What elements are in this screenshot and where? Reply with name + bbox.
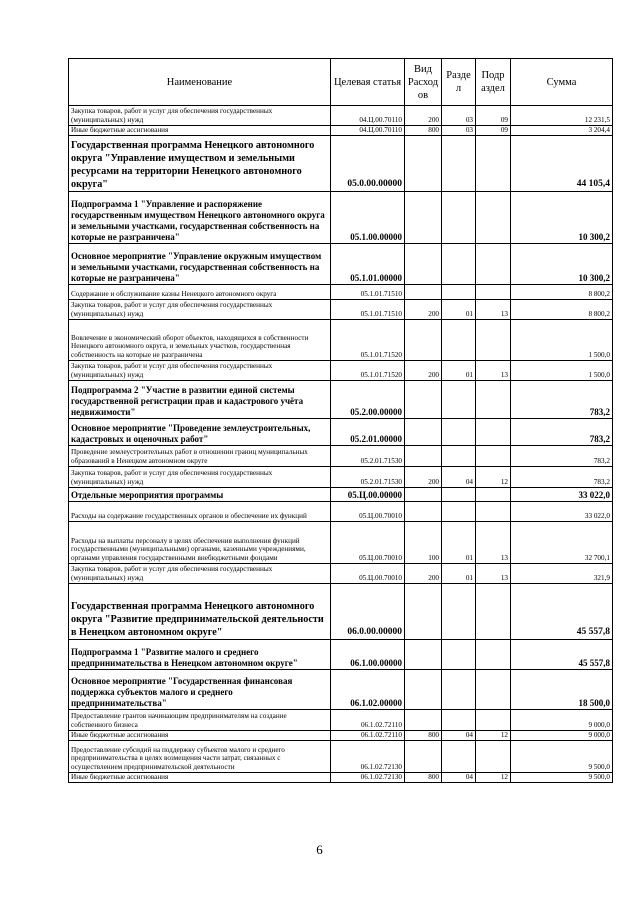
row-section: 01: [442, 564, 476, 584]
row-subsection: 13: [476, 522, 511, 564]
row-section: 04: [442, 467, 476, 488]
row-name: Вовлечение в экономический оборот объектов, находящихся в собственности Ненецкого автономного округа, и земельных участков, государственная собственность на которые не разграничена: [69, 320, 331, 361]
row-name: Предоставление субсидий на поддержку субъектов малого и среднего предпринимательства в целях возмещения части затрат, связанных с осуществлением предпринимательской деятельности: [69, 741, 331, 773]
row-type: [405, 640, 442, 670]
row-name: Предоставление грантов начинающим предпринимателям на создание собственного бизнеса: [69, 710, 331, 731]
row-subsection: [476, 244, 511, 285]
row-subsection: [476, 710, 511, 731]
row-name: Государственная программа Ненецкого автономного округа "Управление имуществом и земельными ресурсами на территории Ненецкого автономного округа": [69, 136, 331, 192]
row-sum: 8 800,2: [511, 285, 613, 300]
row-subsection: [476, 419, 511, 446]
row-section: 01: [442, 522, 476, 564]
row-code: 06.1.02.72130: [331, 741, 405, 773]
row-sum: 1 500,0: [511, 320, 613, 361]
row-sum: 8 800,2: [511, 300, 613, 320]
row-code: 05.2.00.00000: [331, 381, 405, 419]
row-type: 200: [405, 361, 442, 381]
budget-table: [68, 58, 613, 783]
table-row: [69, 446, 613, 467]
row-section: [442, 446, 476, 467]
row-section: [442, 381, 476, 419]
header-name: Наименование: [69, 59, 331, 106]
table-row: [69, 467, 613, 488]
row-type: [405, 446, 442, 467]
row-subsection: [476, 136, 511, 192]
row-type: 200: [405, 564, 442, 584]
row-sum: 3 204,4: [511, 126, 613, 136]
header-target: Целевая статья: [331, 59, 405, 106]
row-section: [442, 502, 476, 522]
row-code: 05.Ц.00.70010: [331, 502, 405, 522]
table-row: [69, 731, 613, 741]
row-code: 05.2.01.71530: [331, 446, 405, 467]
row-section: [442, 285, 476, 300]
row-subsection: 12: [476, 731, 511, 741]
row-type: [405, 584, 442, 640]
row-code: 05.2.01.71530: [331, 467, 405, 488]
row-code: 06.1.02.72130: [331, 773, 405, 783]
row-name: Подпрограмма 1 "Развитие малого и среднего предпринимательства в Ненецком автономном округе": [69, 640, 331, 670]
row-type: [405, 285, 442, 300]
table-row: [69, 244, 613, 285]
header-sum: Сумма: [511, 59, 613, 106]
header-type: Вид Расход ов: [405, 59, 442, 106]
header-subsection: Подр аздел: [476, 59, 511, 106]
row-subsection: 09: [476, 126, 511, 136]
table-row: [69, 710, 613, 731]
row-type: 200: [405, 300, 442, 320]
header-row: [69, 59, 613, 106]
row-name: Содержание и обслуживание казны Ненецкого автономного округа: [69, 285, 331, 300]
table-row: [69, 640, 613, 670]
row-subsection: 12: [476, 467, 511, 488]
row-sum: 783,2: [511, 446, 613, 467]
row-sum: 33 022,0: [511, 488, 613, 502]
row-sum: 32 700,1: [511, 522, 613, 564]
row-code: 05.1.01.71510: [331, 300, 405, 320]
row-code: 05.2.01.00000: [331, 419, 405, 446]
row-type: 200: [405, 106, 442, 126]
row-section: [442, 670, 476, 710]
table-row: [69, 320, 613, 361]
table-row: [69, 136, 613, 192]
row-section: [442, 192, 476, 244]
row-code: 05.1.01.71520: [331, 361, 405, 381]
table-row: [69, 285, 613, 300]
row-code: 06.1.00.00000: [331, 640, 405, 670]
row-sum: 321,9: [511, 564, 613, 584]
row-name: Иные бюджетные ассигнования: [69, 773, 331, 783]
row-name: Расходы на содержание государственных органов и обеспечение их функций: [69, 502, 331, 522]
row-sum: 44 105,4: [511, 136, 613, 192]
row-section: [442, 584, 476, 640]
row-code: 05.1.00.00000: [331, 192, 405, 244]
row-name: Расходы на выплаты персоналу в целях обеспечения выполнения функций государственными (муниципальными) органами, казенными учреждениями, органами управления государственными внебюджетными фондами: [69, 522, 331, 564]
row-subsection: [476, 741, 511, 773]
row-sum: 45 557,8: [511, 640, 613, 670]
row-type: 800: [405, 773, 442, 783]
row-sum: 10 300,2: [511, 244, 613, 285]
page-number: 6: [316, 842, 323, 857]
row-sum: 783,2: [511, 419, 613, 446]
table-row: [69, 381, 613, 419]
table-row: [69, 192, 613, 244]
row-subsection: 13: [476, 361, 511, 381]
row-subsection: [476, 285, 511, 300]
row-subsection: [476, 502, 511, 522]
row-code: 05.1.01.71510: [331, 285, 405, 300]
row-section: [442, 136, 476, 192]
row-type: [405, 670, 442, 710]
row-subsection: [476, 381, 511, 419]
row-section: [442, 320, 476, 361]
row-sum: 9 500,0: [511, 773, 613, 783]
row-section: 03: [442, 126, 476, 136]
row-name: Проведение землеустроительных работ в отношении границ муниципальных образований в Ненецком автономном округе: [69, 446, 331, 467]
row-section: [442, 244, 476, 285]
table-row: [69, 584, 613, 640]
table-row: [69, 773, 613, 783]
row-subsection: [476, 320, 511, 361]
row-name: Закупка товаров, работ и услуг для обеспечения государственных (муниципальных) нужд: [69, 361, 331, 381]
row-section: [442, 419, 476, 446]
row-section: 04: [442, 731, 476, 741]
table-row: [69, 488, 613, 502]
row-sum: 12 231,5: [511, 106, 613, 126]
row-subsection: [476, 584, 511, 640]
row-sum: 783,2: [511, 467, 613, 488]
row-section: [442, 640, 476, 670]
row-section: [442, 488, 476, 502]
row-type: [405, 502, 442, 522]
row-sum: 45 557,8: [511, 584, 613, 640]
row-name: Закупка товаров, работ и услуг для обеспечения государственных (муниципальных) нужд: [69, 564, 331, 584]
row-code: 05.1.01.71520: [331, 320, 405, 361]
row-name: Основное мероприятие "Управление окружным имуществом и земельными участками, государственная собственность на которые не разграничена": [69, 244, 331, 285]
row-code: 04.Ц.00.70110: [331, 126, 405, 136]
row-section: 01: [442, 361, 476, 381]
row-section: [442, 710, 476, 731]
row-type: [405, 244, 442, 285]
table-row: [69, 564, 613, 584]
row-code: 05.Ц.00.00000: [331, 488, 405, 502]
row-name: Закупка товаров, работ и услуг для обеспечения государственных (муниципальных) нужд: [69, 300, 331, 320]
row-code: 05.Ц.00.70010: [331, 564, 405, 584]
row-sum: 9 500,0: [511, 741, 613, 773]
row-sum: 18 500,0: [511, 670, 613, 710]
row-subsection: 13: [476, 564, 511, 584]
row-subsection: [476, 670, 511, 710]
row-name: Основное мероприятие "Государственная финансовая поддержка субъектов малого и среднего предпринимательства": [69, 670, 331, 710]
row-subsection: 13: [476, 300, 511, 320]
row-type: 800: [405, 731, 442, 741]
row-type: 800: [405, 126, 442, 136]
row-code: 06.1.02.00000: [331, 670, 405, 710]
row-sum: 33 022,0: [511, 502, 613, 522]
row-name: Отдельные мероприятия программы: [69, 488, 331, 502]
row-name: Подпрограмма 1 "Управление и распоряжение государственным имуществом Ненецкого автономного округа и земельными участками, государственная собственность на которые не разграничена": [69, 192, 331, 244]
table-row: [69, 419, 613, 446]
row-subsection: [476, 640, 511, 670]
row-subsection: [476, 192, 511, 244]
row-section: 03: [442, 106, 476, 126]
row-name: Закупка товаров, работ и услуг для обеспечения государственных (муниципальных) нужд: [69, 106, 331, 126]
row-type: [405, 320, 442, 361]
row-type: [405, 710, 442, 731]
row-section: 04: [442, 773, 476, 783]
row-type: [405, 381, 442, 419]
table-row: [69, 522, 613, 564]
row-sum: 783,2: [511, 381, 613, 419]
table-row: [69, 126, 613, 136]
row-type: [405, 192, 442, 244]
row-name: Подпрограмма 2 "Участие в развитии единой системы государственной регистрации прав и кадастрового учёта недвижимости": [69, 381, 331, 419]
table-row: [69, 670, 613, 710]
row-subsection: 12: [476, 773, 511, 783]
row-name: Иные бюджетные ассигнования: [69, 731, 331, 741]
row-name: Закупка товаров, работ и услуг для обеспечения государственных (муниципальных) нужд: [69, 467, 331, 488]
row-code: 06.0.00.00000: [331, 584, 405, 640]
row-type: [405, 488, 442, 502]
row-type: [405, 741, 442, 773]
row-code: 05.1.01.00000: [331, 244, 405, 285]
table-row: [69, 300, 613, 320]
row-code: 06.1.02.72110: [331, 731, 405, 741]
row-type: [405, 136, 442, 192]
row-name: Основное мероприятие "Проведение землеустроительных, кадастровых и оценочных работ": [69, 419, 331, 446]
row-sum: 9 000,0: [511, 731, 613, 741]
row-code: 06.1.02.72110: [331, 710, 405, 731]
row-sum: 1 500,0: [511, 361, 613, 381]
table-row: [69, 741, 613, 773]
table-row: [69, 502, 613, 522]
row-code: 05.Ц.00.70010: [331, 522, 405, 564]
table-row: [69, 361, 613, 381]
header-section: Разде л: [442, 59, 476, 106]
table-row: [69, 106, 613, 126]
row-name: Иные бюджетные ассигнования: [69, 126, 331, 136]
row-type: 200: [405, 467, 442, 488]
row-sum: 9 000,0: [511, 710, 613, 731]
row-sum: 10 300,2: [511, 192, 613, 244]
row-code: 05.0.00.00000: [331, 136, 405, 192]
row-section: [442, 741, 476, 773]
row-type: 100: [405, 522, 442, 564]
row-code: 04.Ц.00.70110: [331, 106, 405, 126]
row-section: 01: [442, 300, 476, 320]
row-subsection: 09: [476, 106, 511, 126]
row-name: Государственная программа Ненецкого автономного округа "Развитие предпринимательской деятельности в Ненецком автономном округе": [69, 584, 331, 640]
row-type: [405, 419, 442, 446]
row-subsection: [476, 488, 511, 502]
row-subsection: [476, 446, 511, 467]
